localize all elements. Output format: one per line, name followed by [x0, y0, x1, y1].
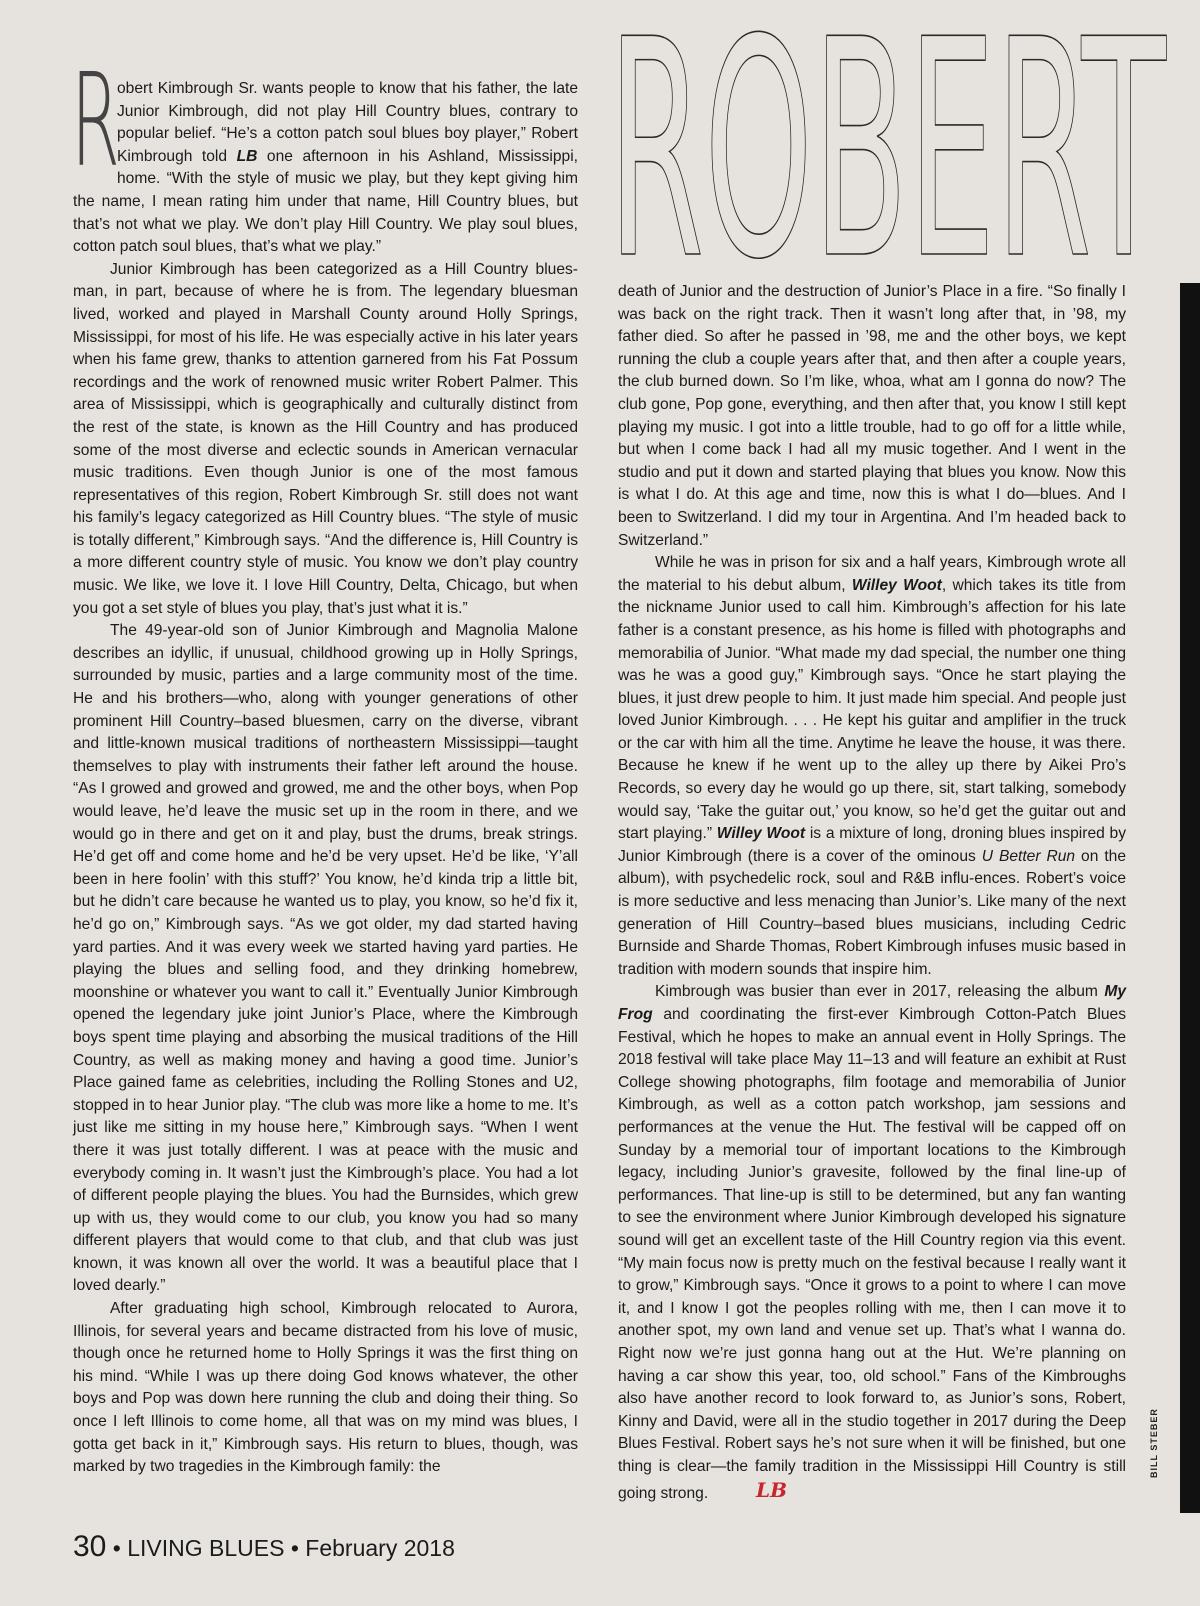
- text-run: on the album), with psychedelic rock, soul and R&B influ-ences. Robert’s voice is more seductive and less menacing than Junior’s. Like many of the next generation of Hill Country–based blues musicians, including Cedric Burnside and Sharde Thomas, Robert Kimbrough infuses music based in tradition with modern sounds that inspire him.: [618, 847, 1127, 978]
- article-paragraph: [618, 281, 1126, 552]
- page-footer: [73, 1530, 455, 1564]
- svg-text:ROBERT: ROBERT: [608, 0, 1168, 325]
- emphasis-title: Willey Woot: [716, 825, 806, 843]
- emphasis-title: Willey Woot: [851, 576, 942, 594]
- magazine-name: LIVING BLUES: [127, 1535, 285, 1561]
- drop-cap: R: [71, 47, 120, 196]
- emphasis-title: My Frog: [618, 983, 1126, 1023]
- text-run: The 49-year-old son of Junior Kimbrough and Magnolia Malone describes an idyllic, if unusual, childhood growing up in Holly Springs, surrounded by music, parties and a large community most of the time. He and his brothers—who, along with younger generations of other prominent Hill Country–based bluesmen, carry on the diverse, vibrant and little-known musical traditions of northeastern Mississippi—taught themselves to play with instruments their father left around the house. “As I growed and growed and growed, me and the other boys, when Pop would leave, he’d leave the music set up in the room in there, and we would go in there and get on it and play, bust the drums, break strings. He’d get off and come home and he’d be very upset. He’d be like, ‘Y’all been in here foolin’ with this stuff?’ You know, he’d kinda trip a little bit, but he didn’t care because he wanted us to play, you know, so he’d fix it, he’d go on,” Kimbrough says. “As we got older, my dad started having yard parties. And it was every week we started having yard parties. He playing the blues and selling food, and they drinking homebrew, moonshine or whatever you want to call it.” Eventually Junior Kimbrough opened the legendary juke joint Junior’s Place, where the Kimbrough boys spent time playing and absorbing the musical traditions of the Hill Country, as well as making money and having a good time. Junior’s Place gained fame as celebrities, including the Rolling Stones and U2, stopped in to hear Junior play. “The club was more like a home to me. It’s just like me sitting in my house here,” Kimbrough says. “When I went there it was just totally different. I was at peace with the music and everybody coming in. It wasn’t just the Kimbrough’s place. You had a lot of different people playing the blues. You had the Burnsides, which grew up with us, they would come to our club, you know you had so many different players that would come to that club, and that club was just known, it was known all over the world. It was a beautiful place that I loved dearly.”: [73, 622, 578, 1295]
- italic-title: U Better Run: [981, 847, 1076, 865]
- photo-credit: BILL STEBER: [1149, 1408, 1159, 1478]
- text-run: is a mixture of long, droning blues inspired by Junior Kimbrough (there is a cover of the ominous: [618, 825, 1126, 865]
- text-run: obert Kimbrough Sr. wants people to know that his father, the late Junior Kimbrough, did not play Hill Country blues, contrary to popular belief. “He’s a cotton patch soul blues boy player,” Robert Kimbrough told: [117, 80, 578, 165]
- page-number: 30: [73, 1530, 107, 1563]
- end-mark-text: LB: [756, 1478, 788, 1503]
- headline-robert: [608, 0, 1168, 325]
- footer-separator: •: [290, 1535, 299, 1561]
- issue-date: February 2018: [305, 1535, 455, 1561]
- footer-separator: •: [112, 1535, 121, 1561]
- text-run: After graduating high school, Kimbrough relocated to Aurora, Illinois, for several years and became distracted from his love of music, though once he returned home to Holly Springs it was the first thing on his mind. “While I was up there doing God knows whatever, the other boys and Pop was down here running the club and doing their thing. So once I left Illinois to come home, all that was on my mind was blues, I gotta get back in it,” Kimbrough says. His return to blues, though, was marked by two tragedies in the Kimbrough family: the: [73, 1300, 578, 1476]
- text-run: Junior Kimbrough has been categorized as a Hill Country blues-man, in part, because of where he is from. The legendary bluesman lived, worked and played in Marshall County around Holly Springs, Mississippi, for most of his life. He was especially active in his later years when his fame grew, thanks to attention garnered from his Fat Possum recordings and the work of renowned music writer Robert Palmer. This area of Mississippi, which is geographically and culturally distinct from the rest of the state, is known as the Hill Country and has produced some of the most diverse and eclectic sounds in American vernacular music traditions. Even though Junior is one of the most famous representatives of this region, Robert Kimbrough Sr. still does not want his family’s legacy categorized as Hill Country blues. “The style of music is totally different,” Kimbrough says. “And the difference is, Hill Country is a more different country style of music. You know we don’t play country music. We like, we love it. I love Hill Country, Delta, Chicago, but when you got a set style of blues you play, that’s just what it is.”: [73, 260, 578, 617]
- emphasis-title: LB: [236, 147, 258, 165]
- text-run: While he was in prison for six and a half years, Kimbrough wrote all the material to his debut album,: [618, 554, 1126, 594]
- article-paragraph: [618, 552, 1126, 981]
- article-paragraph: [618, 981, 1126, 1510]
- article-paragraph: [73, 78, 578, 259]
- lb-end-mark: [718, 1478, 788, 1510]
- text-run: death of Junior and the destruction of Junior’s Place in a fire. “So finally I was back on the right track. Then it wasn’t long after that, in ’98, my father died. So after he passed in ’98, me and the other boys, we kept running the club a couple years after that, and then after a couple years, the club burned down. So I’m like, whoa, what am I gonna do now? The club gone, Pop gone, everything, and then after that, you know I still kept playing my music. I got into a little trouble, had to go off for a little while, but when I come back I had all my music together. And I went in the studio and put it down and started playing that blues you know. Now this is what I do. At this age and time, now this is what I do—blues. And I been to Switzerland. I did my tour in Argentina. And I’m headed back to Switzerland.”: [618, 283, 1126, 549]
- side-bar: [1180, 283, 1200, 1513]
- article-column-left: [71, 47, 579, 1479]
- article-column-right: [618, 281, 1126, 1510]
- text-run: and coordinating the first-ever Kimbrough Cotton-Patch Blues Festival, which he hopes to make an annual event in Holly Springs. The 2018 festival will take place May 11–13 and will feature an exhibit at Rust College showing photographs, film footage and memorabilia of Junior Kimbrough, as well as a cotton patch workshop, jam sessions and performances at the venue the Hut. The festival will be capped off on Sunday by a memorial tour of important locations to the Kimbrough legacy, including Junior’s gravesite, followed by the final line-up of performances. That line-up is still to be determined, but any fan wanting to see the environment where Junior Kimbrough developed his signature sound will get an excellent taste of the Hill Country region via this event. “My main focus now is pretty much on the festival because I really want it to grow,” Kimbrough says. “Once it grows to a point to where I can move it, and I know I got the peoples rolling with me, then I can move it to another spot, my own land and venue set up. That’s what I wanna do. Right now we’re just gonna hang out at the Hut. We’re planning on having a car show this year, too, old school.” Fans of the Kimbroughs also have another record to look forward to, as Junior’s sons, Robert, Kinny and David, were all in the studio together in 2017 during the Deep Blues Festival. Robert says he’s not sure when it will be finished, but one thing is clear—the family tradition in the Mississippi Hill Country is still going strong.: [618, 1006, 1126, 1503]
- article-paragraph: [73, 1298, 578, 1479]
- text-run: one afternoon in his Ashland, Mississippi, home. “With the style of music we play, but they kept giving him the name, I mean rating him under that name, Hill Country blues, but that’s not what we play. We don’t play Hill Country. We play soul blues, cotton patch soul blues, that’s what we play.”: [73, 147, 579, 256]
- article-paragraph: [73, 259, 578, 621]
- article-paragraph: [73, 620, 578, 1298]
- text-run: , which takes its title from the nickname Junior used to call him. Kimbrough’s affection for his late father is a constant presence, as his home is filled with photographs and memorabilia of Junior. “What made my dad special, the number one thing was he was a good guy,” Kimbrough says. “Once he start playing the blues, it just drew people to him. It just made him special. And people just loved Junior Kimbrough. . . . He kept his guitar and amplifier in the truck or the car with him all the time. Anytime he leave the house, it was there. Because he knew if he went up to the alley up there by Aikei Pro’s Records, so every day he would go up there, sit, start talking, somebody would say, ‘Take the guitar out,’ you know, so he’d get the guitar out and start playing.”: [618, 576, 1126, 843]
- text-run: Kimbrough was busier than ever in 2017, releasing the album: [655, 983, 1105, 1001]
